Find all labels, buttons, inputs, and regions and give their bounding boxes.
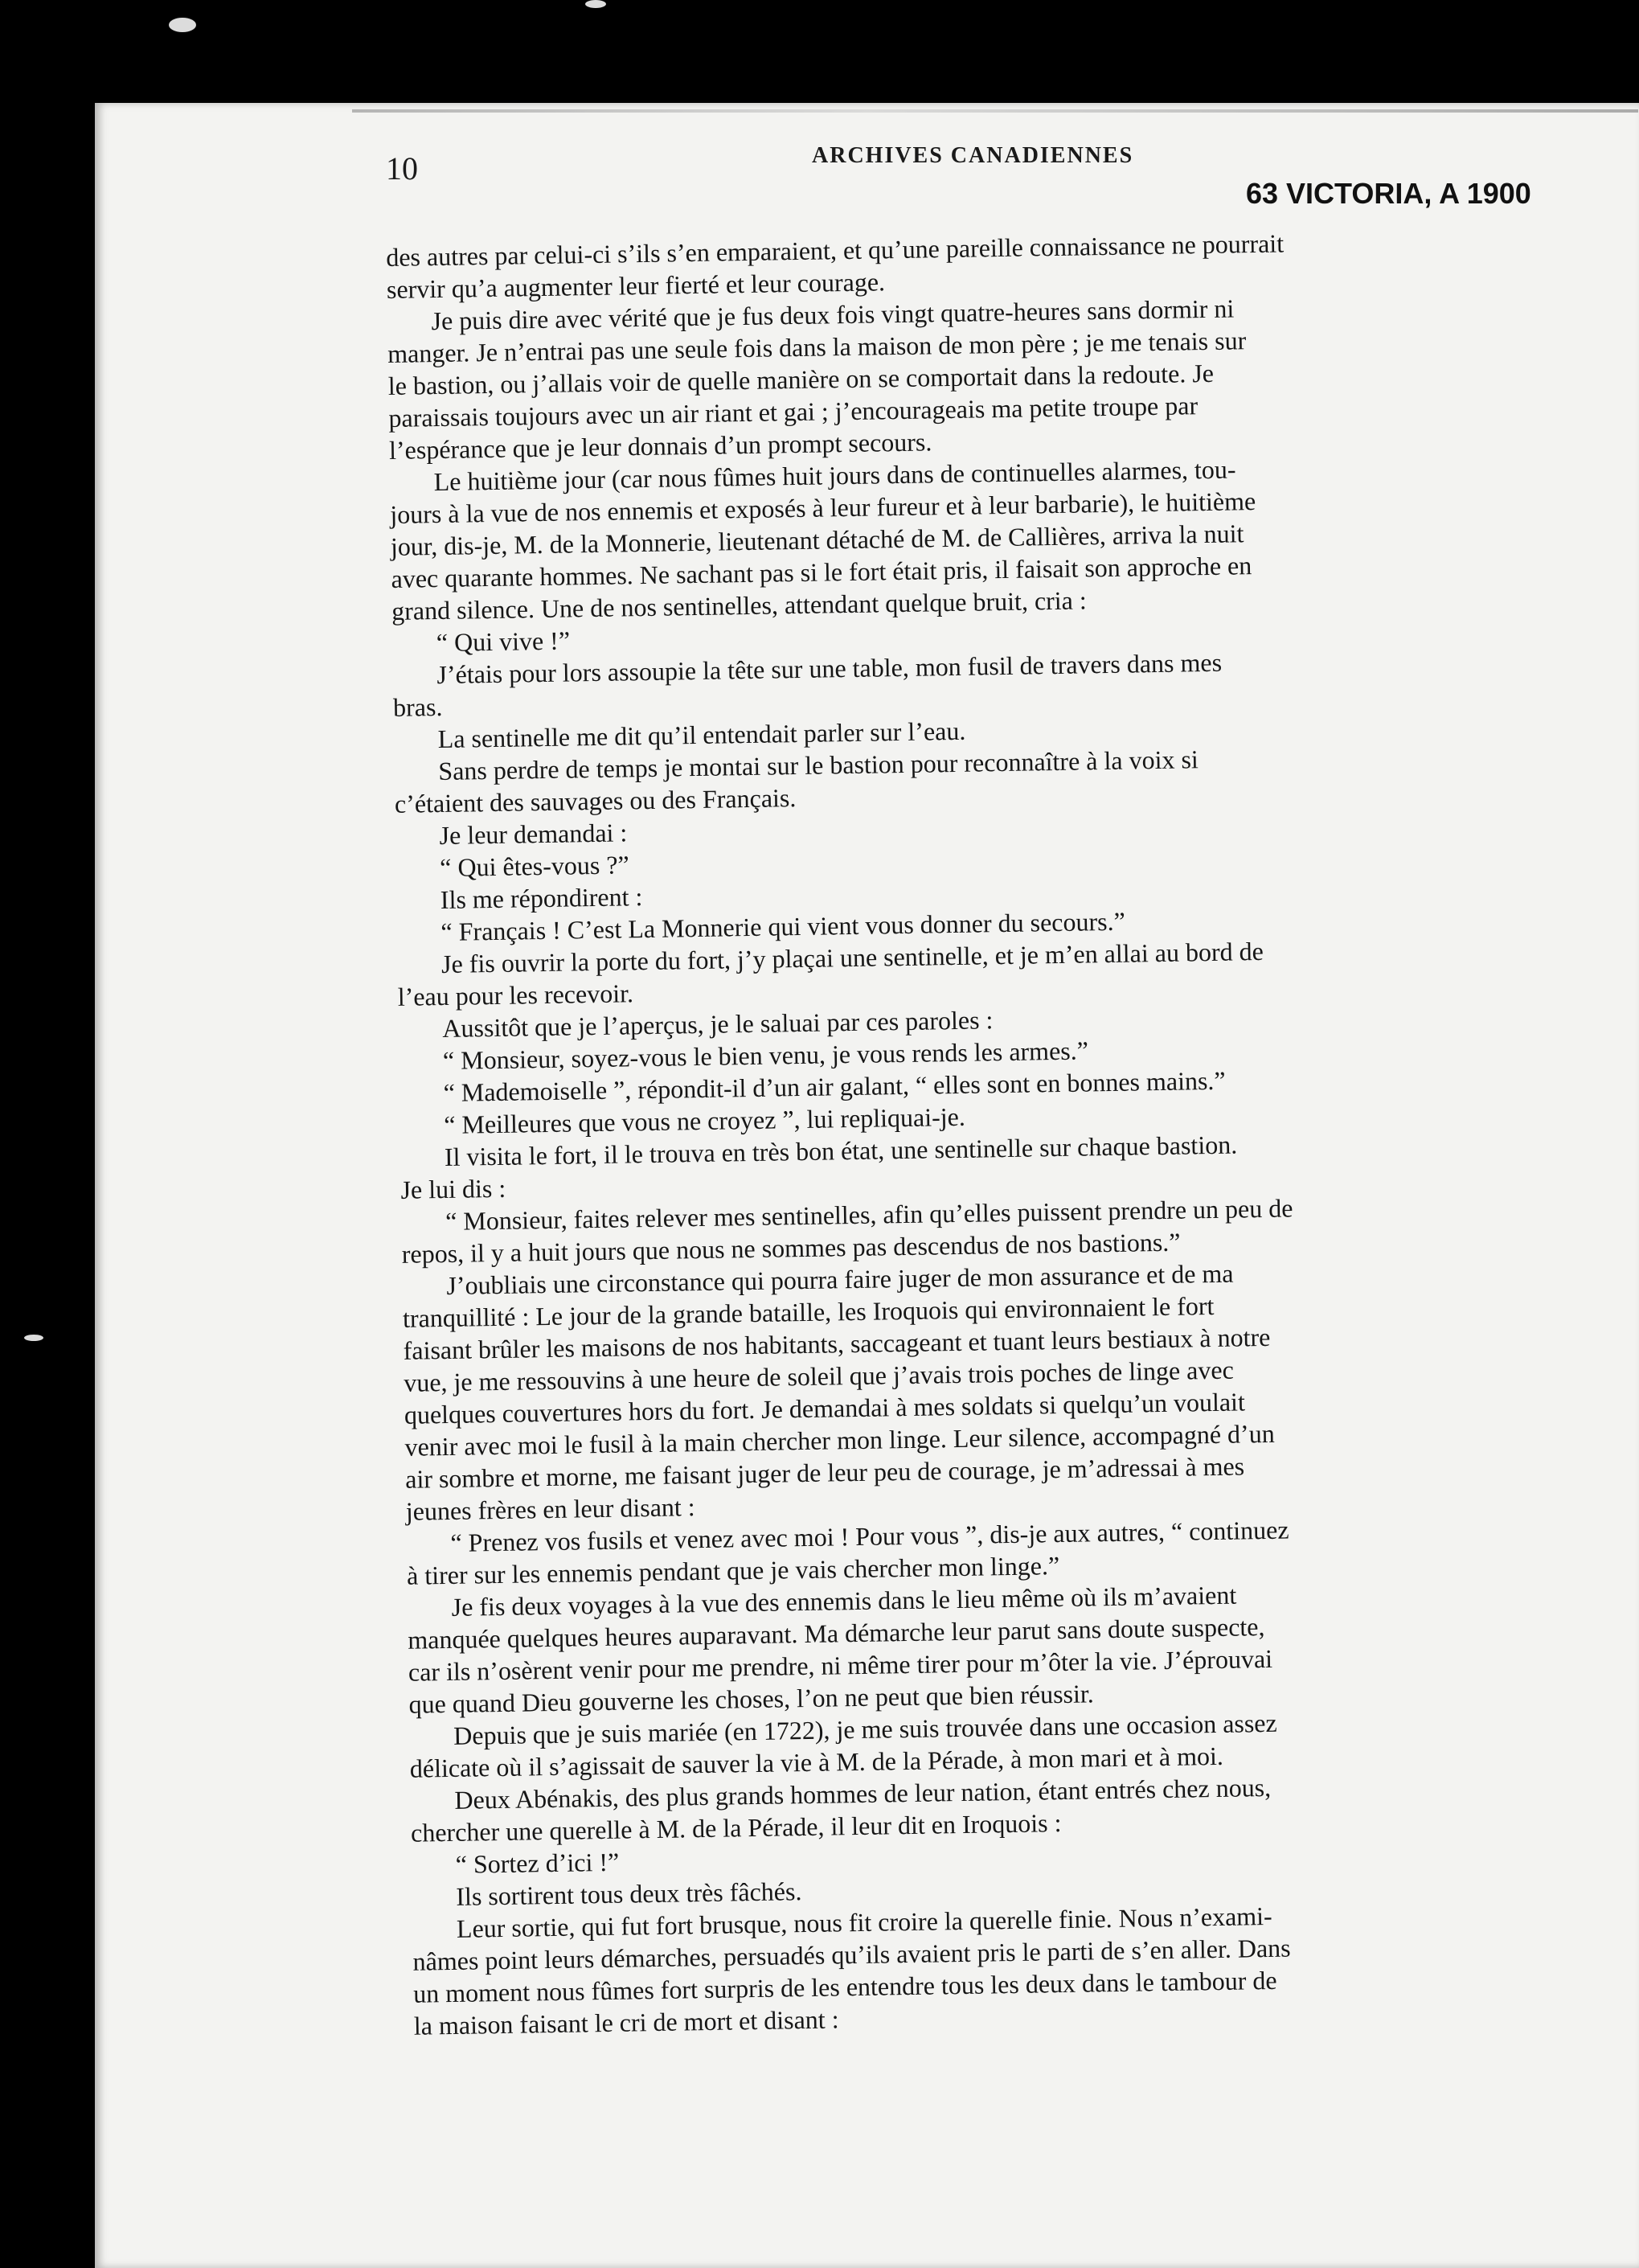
text-line: “ Sortez d’ici !”	[455, 1847, 620, 1879]
scan-speck	[24, 1335, 43, 1341]
text-line: le bastion, ou j’allais voir de quelle manière on se comportait dans la redoute. Je	[387, 358, 1215, 400]
session-label: 63 VICTORIA, A 1900	[1246, 177, 1531, 210]
text-line: faisant brûler les maisons de nos habitants, saccageant et tuant leurs bestiaux à notre	[403, 1322, 1271, 1365]
text-line: un moment nous fûmes fort surpris de les entendre tous les deux dans le tambour de	[412, 1965, 1277, 2008]
text-line: l’eau pour les recevoir.	[397, 978, 634, 1011]
text-line: manger. Je n’entrai pas une seule fois dans la maison de mon père ; je me tenais sur	[387, 326, 1247, 368]
text-line: Depuis que je suis mariée (en 1722), je me suis trouvée dans une occasion assez	[453, 1708, 1277, 1750]
text-line: “ Prenez vos fusils et venez avec moi ! Pour vous ”, dis-je aux autres, “ continuez	[450, 1515, 1289, 1557]
text-line: tranquillité : Le jour de la grande bataille, les Iroquois qui environnaient le fort	[402, 1290, 1215, 1333]
text-line: “ Monsieur, soyez-vous le bien venu, je vous rends les armes.”	[442, 1036, 1089, 1076]
text-line: Je leur demandai :	[439, 818, 628, 851]
text-line: Aussitôt que je l’aperçus, je le saluai par ces paroles :	[442, 1005, 994, 1044]
text-line: “ Mademoiselle ”, répondit-il d’un air galant, “ elles sont en bonnes mains.”	[443, 1065, 1226, 1108]
top-rule	[352, 109, 1638, 113]
text-line: l’espérance que je leur donnais d’un prompt secours.	[388, 427, 932, 465]
text-line: Je puis dire avec vérité que je fus deux fois vingt quatre-heures sans dormir ni	[431, 293, 1235, 336]
text-line: La sentinelle me dit qu’il entendait parler sur l’eau.	[437, 716, 966, 754]
text-line: Je fis deux voyages à la vue des ennemis dans le lieu même où ils m’avaient	[451, 1580, 1237, 1622]
text-line: jours à la vue de nos ennemis et exposés à leur fureur et à leur barbarie), le huitième	[390, 486, 1256, 529]
text-line: Sans perdre de temps je montai sur le bastion pour reconnaître à la voix si	[438, 744, 1199, 786]
text-line: “ Meilleures que vous ne croyez ”, lui repliquai-je.	[443, 1101, 966, 1139]
text-line: “ Qui êtes-vous ?”	[439, 850, 629, 883]
text-line: jour, dis-je, M. de la Monnerie, lieutenant détaché de M. de Callières, arriva la nuit	[390, 519, 1244, 561]
text-line: J’étais pour lors assoupie la tête sur une table, mon fusil de travers dans mes	[436, 647, 1223, 690]
text-line: que quand Dieu gouverne les choses, l’on ne peut que bien réussir.	[408, 1679, 1094, 1719]
text-line: bras.	[392, 691, 443, 722]
text-line: Deux Abénakis, des plus grands hommes de leur nation, étant entrés chez nous,	[454, 1772, 1272, 1815]
text-line: Je lui dis :	[400, 1173, 506, 1204]
text-line: grand silence. Une de nos sentinelles, attendant quelque bruit, cria :	[391, 585, 1088, 625]
text-line: Ils me répondirent :	[440, 882, 643, 915]
text-line: manquée quelques heures auparavant. Ma démarche leur parut sans doute suspecte,	[408, 1612, 1265, 1655]
text-line: des autres par celui-ci s’ils s’en emparaient, et qu’une pareille connaissance ne pourrait	[386, 228, 1285, 272]
scan-speck	[169, 18, 196, 32]
text-line: Leur sortie, qui fut fort brusque, nous fit croire la querelle finie. Nous n’exami-	[456, 1901, 1272, 1943]
text-line: la maison faisant le cri de mort et disant :	[413, 2004, 839, 2040]
text-line: “ Français ! C’est La Monnerie qui vient vous donner du secours.”	[440, 906, 1126, 947]
scan-speck	[585, 0, 606, 8]
text-line: venir avec moi le fusil à la main chercher mon linge. Leur silence, accompagné d’un	[404, 1418, 1275, 1462]
text-line: Ils sortirent tous deux très fâchés.	[456, 1876, 802, 1911]
text-line: Je fis ouvrir la porte du fort, j’y plaçai une sentinelle, et je m’en allai au bord de	[440, 936, 1264, 979]
text-line: repos, il y a huit jours que nous ne sommes pas descendus de nos bastions.”	[401, 1227, 1181, 1269]
text-line: servir qu’a augmenter leur fierté et leur courage.	[386, 267, 886, 304]
text-line: avec quarante hommes. Ne sachant pas si le fort était pris, il faisait son approche en	[391, 551, 1252, 593]
text-line: quelques couvertures hors du fort. Je demandai à mes soldats si quelqu’un voulait	[404, 1387, 1246, 1429]
text-line: chercher une querelle à M. de la Pérade, il leur dit en Iroquois :	[410, 1808, 1062, 1848]
text-line: Le huitième jour (car nous fûmes huit jours dans de continuelles alarmes, tou-	[433, 454, 1236, 497]
text-line: paraissais toujours avec un air riant et gai ; j’encourageais ma petite troupe par	[388, 391, 1199, 433]
text-line: nâmes point leurs démarches, persuadés qu’ils avaient pris le parti de s’en aller. Dans	[412, 1933, 1291, 1976]
text-line: à tirer sur les ennemis pendant que je vais chercher mon linge.”	[406, 1551, 1060, 1590]
text-line: Il visita le fort, il le trouva en très bon état, une sentinelle sur chaque bastion.	[444, 1130, 1238, 1171]
text-line: vue, je me ressouvins à une heure de soleil que j’avais trois poches de linge avec	[404, 1355, 1235, 1397]
text-line: “ Monsieur, faites relever mes sentinelles, afin qu’elles puissent prendre un peu de	[445, 1193, 1293, 1236]
text-line: “ Qui vive !”	[436, 625, 571, 658]
text-line: jeunes frères en leur disant :	[405, 1492, 695, 1526]
text-line: air sombre et morne, me faisant juger de leur peu de courage, je m’adressai à mes	[404, 1451, 1245, 1494]
text-line: car ils n’osèrent venir pour me prendre, ni même tirer pour m’ôter la vie. J’éprouvai	[408, 1643, 1273, 1687]
text-line: J’oubliais une circonstance qui pourra faire juger de mon assurance et de ma	[446, 1258, 1234, 1300]
running-head: ARCHIVES CANADIENNES	[812, 143, 1134, 168]
text-line: délicate où il s’agissait de sauver la vie à M. de la Pérade, à mon mari et à moi.	[409, 1741, 1224, 1783]
page-number: 10	[386, 150, 418, 187]
text-line: c’étaient des sauvages ou des Français.	[394, 783, 797, 818]
body-text	[386, 221, 1639, 2041]
